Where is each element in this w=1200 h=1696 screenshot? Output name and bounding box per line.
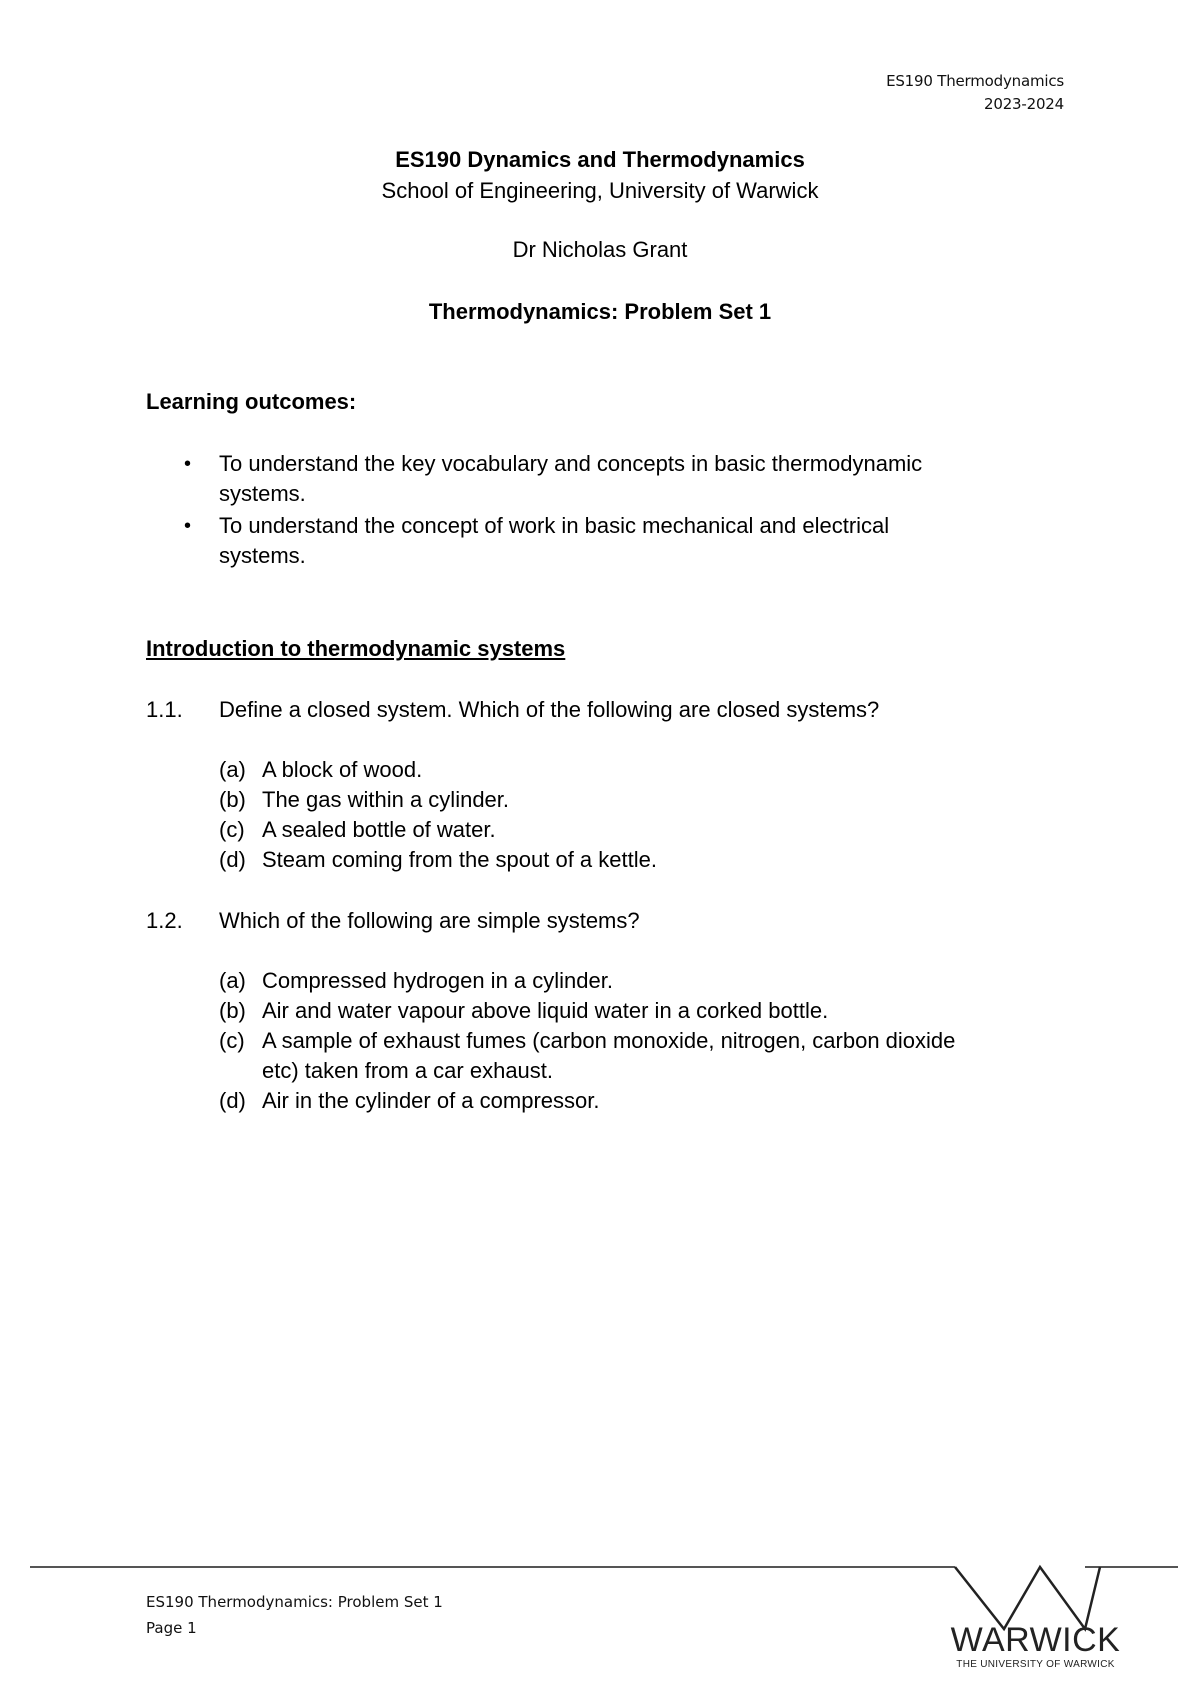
outcome-line: To understand the concept of work in basic mechanical and electrical	[219, 513, 890, 538]
logo-subtitle: THE UNIVERSITY OF WARWICK	[956, 1659, 1115, 1670]
author-name: Dr Nicholas Grant	[512, 237, 688, 262]
page-header	[886, 70, 1064, 116]
option-label: (a)	[219, 757, 246, 782]
option-label: (b)	[219, 998, 246, 1023]
option-text: The gas within a cylinder.	[262, 787, 510, 812]
option-label: (a)	[219, 968, 246, 993]
question-number: 1.1.	[146, 697, 183, 722]
school-name: School of Engineering, University of Warwick	[381, 178, 819, 203]
option-text: A sample of exhaust fumes (carbon monoxide, nitrogen, carbon dioxide	[262, 1028, 956, 1053]
option-text: Air in the cylinder of a compressor.	[262, 1088, 600, 1113]
footer-page-number: Page 1	[146, 1619, 197, 1637]
footer-doc-title: ES190 Thermodynamics: Problem Set 1	[146, 1593, 443, 1611]
option-label: (c)	[219, 1028, 245, 1053]
option-text: Steam coming from the spout of a kettle.	[262, 847, 657, 872]
option-text: A sealed bottle of water.	[262, 817, 496, 842]
bullet-icon: •	[184, 453, 192, 475]
outcome-line: To understand the key vocabulary and concepts in basic thermodynamic	[219, 451, 923, 476]
course-title: ES190 Dynamics and Thermodynamics	[395, 147, 805, 172]
learning-outcomes-heading: Learning outcomes:	[146, 389, 357, 414]
bullet-icon: •	[184, 515, 192, 537]
question-number: 1.2.	[146, 908, 183, 933]
option-text: A block of wood.	[262, 757, 423, 782]
header-year: 2023-2024	[984, 95, 1064, 113]
header-course: ES190 Thermodynamics	[886, 72, 1064, 90]
problem-set-title: Thermodynamics: Problem Set 1	[428, 299, 772, 324]
warwick-logo	[948, 1622, 1123, 1672]
question-text: Which of the following are simple systems?	[219, 908, 640, 933]
logo-wordmark: WARWICK	[950, 1621, 1121, 1659]
option-text: Air and water vapour above liquid water in a corked bottle.	[262, 998, 829, 1023]
option-text: Compressed hydrogen in a cylinder.	[262, 968, 613, 993]
option-label: (b)	[219, 787, 246, 812]
list-item	[146, 449, 1066, 511]
list-item	[146, 511, 1066, 573]
warwick-logo-mark-icon	[955, 1567, 1100, 1629]
option-label: (c)	[219, 817, 245, 842]
learning-outcomes-list	[146, 449, 1066, 573]
section-heading: Introduction to thermodynamic systems	[146, 636, 566, 661]
option-label: (d)	[219, 847, 246, 872]
outcome-line: systems.	[219, 543, 306, 568]
question-text: Define a closed system. Which of the following are closed systems?	[219, 697, 880, 722]
outcome-line: systems.	[219, 481, 306, 506]
option-label: (d)	[219, 1088, 246, 1113]
option-text: etc) taken from a car exhaust.	[262, 1058, 554, 1083]
